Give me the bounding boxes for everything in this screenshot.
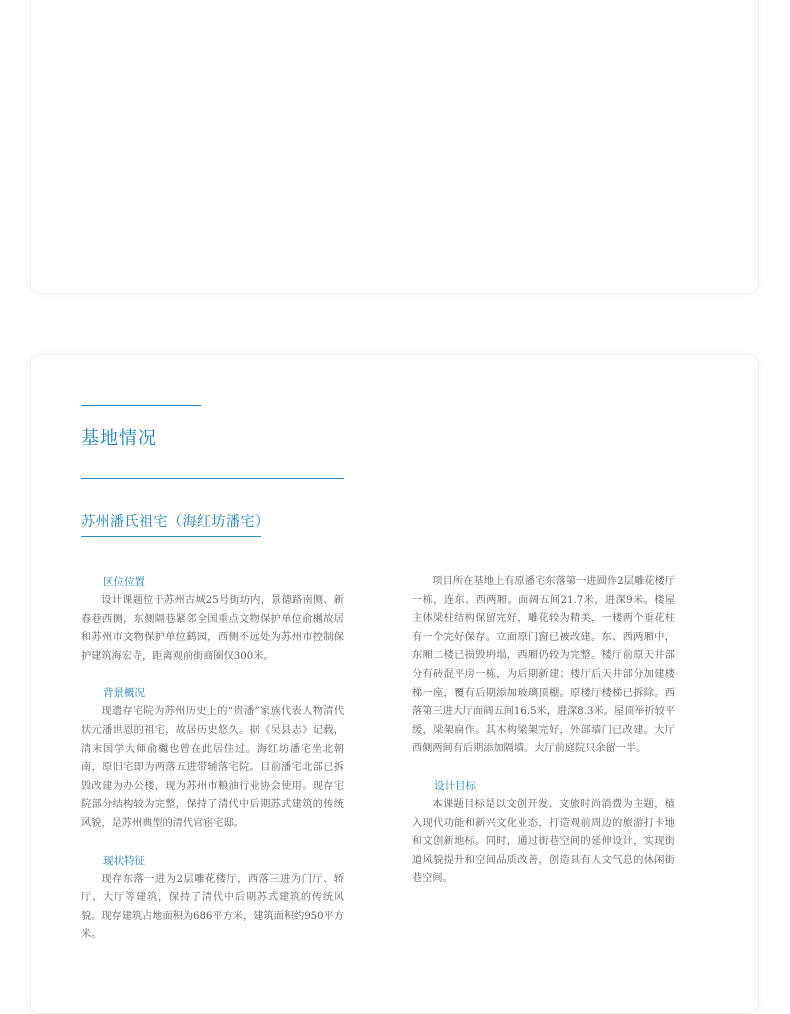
right-text-column — [412, 573, 675, 889]
left-text-column — [81, 573, 344, 945]
background-label: 背景概况 — [103, 687, 145, 700]
building-description-section — [412, 573, 675, 759]
site-title: 苏州潘氏祖宅（海红坊潘宅） — [81, 514, 270, 530]
spacer — [81, 834, 344, 852]
status-section — [81, 852, 344, 945]
background-section — [81, 684, 344, 833]
background-text: 现遗存宅院为苏州历史上的“贵潘”家族代表人物清代状元潘世恩的祖宅，故居历史悠久。据《吴县志》记载，清末国学大师俞樾也曾在此居住过。海红坊潘宅坐北朝南，原旧宅即为两落五进带辅落宅院。目前潘宅北部已拆毁改建为办公楼，现为苏州市粮油行业协会使用。现存宅院部分结构较为完整，保持了清代中后期苏式建筑的传统风貌，是苏州典型的清代官宦宅邸。 — [81, 706, 344, 829]
location-label: 区位位置 — [103, 576, 145, 588]
design-goal-text: 本课题目标是以文创开发、文旅时尚消费为主题，植入现代功能和新兴文化业态，打造观前周边的旅游打卡地和文创新地标。同时，通过街巷空间的延伸设计，实现街道风貌提升和空间品质改善，创造具有人文气息的休闲街巷空间。 — [412, 798, 675, 885]
status-label: 现状特征 — [103, 854, 145, 867]
top-blank-card — [30, 0, 759, 294]
title-top-rule — [81, 405, 201, 406]
building-description-text: 项目所在基地上有原潘宅东落第一进圆作2层雕花楼厅一栋，连东、西两厢。面阔五间21.7米，进深9米。楼屋主体梁柱结构保留完好，雕花较为精美，一楼两个垂花柱有一个完好保存。立面原门窗已被改建。东、西两厢中，东厢二楼已损毁坍塌，西厢仍较为完整。楼厅前原天井部分有砖混平房一栋，为后期新建；楼厅后天井部分加建楼梯一座，覆有后期添加玻璃顶棚。原楼厅楼梯已拆除。西落第三进大厅面阔五间16.5米，进深8.3米。屋顶举折较平缓，梁架扁作。其木构梁架完好，外部墙门已改建。大厅西侧两间有后期添加隔墙。大厅前庭院只余留一半。 — [412, 576, 676, 755]
site-title-underline — [81, 536, 261, 537]
location-section — [81, 573, 344, 666]
location-text: 设计课题位于苏州古城25号街坊内，景德路南侧、新春巷西侧，东侧隔巷紧邻全国重点文物保护单位俞樾故居和苏州市文物保护单位鹤园，西侧不远处为苏州市控制保护建筑海宏寺，距离观前街商圈仅300米。 — [81, 595, 344, 662]
design-goal-label: 设计目标 — [434, 779, 476, 792]
design-goal-section — [412, 777, 675, 889]
spacer — [81, 666, 344, 684]
status-text: 现存东落一进为2层雕花楼厅，西落三进为门厅、轿厅、大厅等建筑，保持了清代中后期苏式建筑的传统风貌。现存建筑占地面积为686平方米，建筑面积约950平方米。 — [81, 873, 345, 941]
section-title: 基地情况 — [81, 428, 157, 449]
title-bottom-rule — [81, 478, 344, 479]
spacer — [412, 759, 675, 777]
